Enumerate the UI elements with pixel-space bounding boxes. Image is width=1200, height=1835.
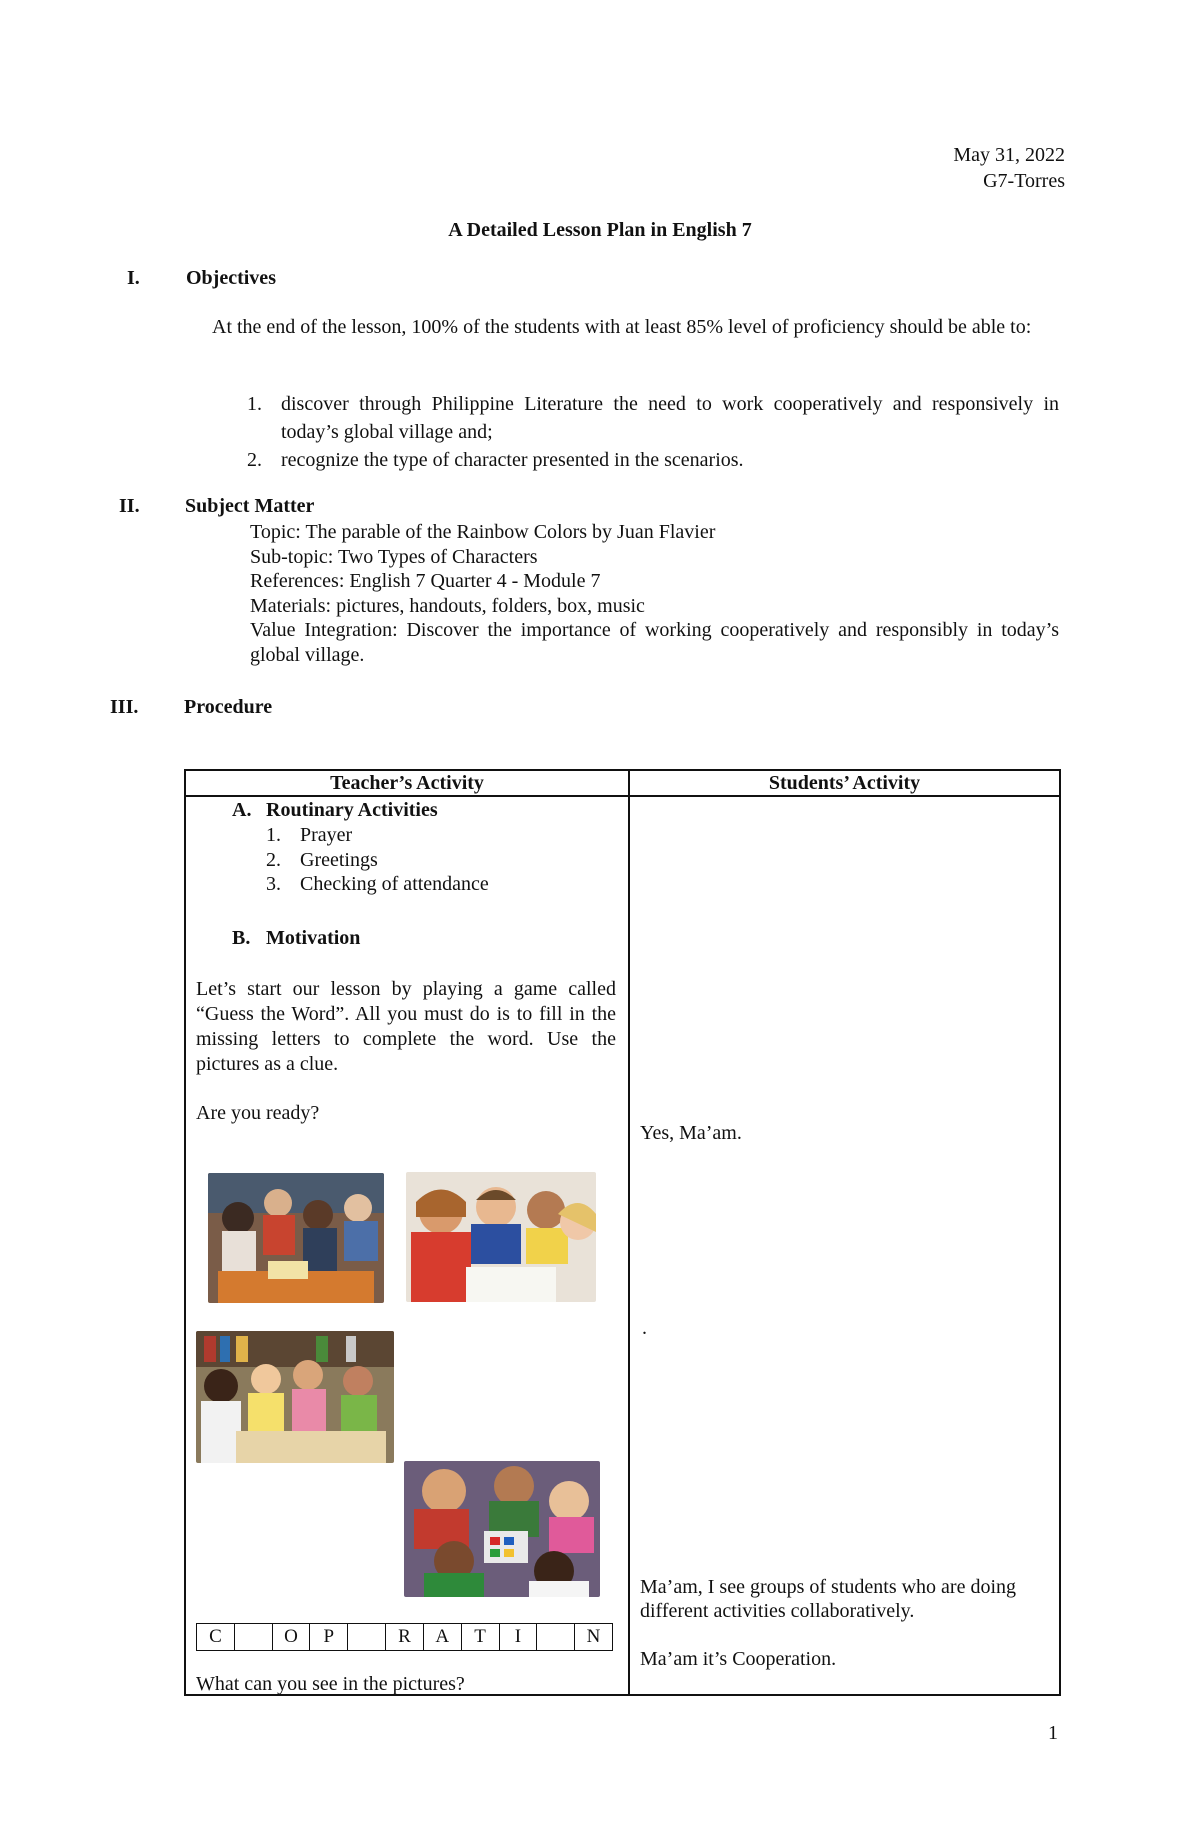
subject-topic: Topic: The parable of the Rainbow Colors by Juan Flavier: [250, 521, 716, 543]
letter-box: I: [500, 1624, 538, 1650]
letter-box: C: [197, 1624, 235, 1650]
subject-matter-numeral: II.: [119, 495, 140, 517]
subject-materials: Materials: pictures, handouts, folders, box, music: [250, 594, 645, 617]
routine-number: 2.: [266, 848, 281, 871]
teacher-activity-header: Teacher’s Activity: [185, 770, 629, 796]
letter-box: [235, 1624, 273, 1650]
objective-number: 2.: [247, 449, 262, 471]
photo-students-group-1: [208, 1173, 384, 1303]
letter-box: [348, 1624, 386, 1650]
routine-item: [266, 872, 489, 897]
routine-number: 1.: [266, 824, 281, 846]
objectives-intro: At the end of the lesson, 100% of the students with at least 85% level of proficiency should be able to:: [212, 316, 1032, 338]
routinary-letter: A.: [232, 799, 252, 821]
motivation-instructions: Let’s start our lesson by playing a game called “Guess the Word”. All you must do is to fill in the missing letters to complete the word. Use the pictures as a clue.: [196, 978, 616, 1075]
subject-value-integration: Value Integration: Discover the importance of working cooperatively and responsibly in today’s global village.: [250, 619, 1059, 666]
letter-box: R: [386, 1624, 424, 1650]
routine-text: Checking of attendance: [300, 873, 489, 895]
letter-box: N: [586, 1626, 601, 1647]
routinary-heading: Routinary Activities: [266, 799, 438, 821]
objectives-heading: Objectives: [186, 267, 276, 289]
motivation-heading: Motivation: [266, 927, 361, 949]
class-section: G7-Torres: [983, 170, 1065, 192]
procedure-heading: Procedure: [184, 696, 273, 718]
routine-number: 3.: [266, 873, 281, 895]
subject-subtopic: Sub-topic: Two Types of Characters: [250, 545, 538, 568]
objective-number: 1.: [247, 393, 262, 415]
photo-students-group-4: [404, 1461, 600, 1597]
routine-item: [266, 823, 489, 848]
letter-box: T: [462, 1624, 500, 1650]
subject-references: References: English 7 Quarter 4 - Module 7: [250, 570, 601, 592]
student-reply-answer: Ma’am it’s Cooperation.: [640, 1648, 837, 1670]
objective-item: [247, 390, 1059, 474]
subject-matter-heading: Subject Matter: [185, 495, 315, 517]
students-activity-cell: [629, 796, 1060, 1695]
routine-text: Prayer: [300, 824, 353, 846]
document-date: May 31, 2022: [953, 144, 1065, 166]
letter-box: O: [273, 1624, 311, 1650]
pictures-question: What can you see in the pictures?: [196, 1673, 465, 1695]
objective-text: recognize the type of character presented in the scenarios.: [281, 449, 744, 471]
ready-question: Are you ready?: [196, 1102, 320, 1124]
letter-box: [537, 1624, 575, 1650]
photo-students-group-2: [406, 1172, 596, 1302]
objectives-numeral: I.: [127, 267, 140, 289]
routine-text: Greetings: [300, 848, 378, 871]
students-activity-header: Students’ Activity: [629, 770, 1060, 796]
student-reply-ready: Yes, Ma’am.: [640, 1122, 742, 1144]
teacher-activity-cell: [185, 796, 629, 1695]
guess-the-word-boxes: [196, 1623, 613, 1651]
activity-table: [184, 769, 1061, 1696]
letter-box: P: [310, 1624, 348, 1650]
page-number: 1: [1048, 1722, 1058, 1744]
student-reply-dot: .: [642, 1317, 647, 1339]
objective-text: discover through Philippine Literature the need to work cooperatively and responsively in today’s global village and;: [281, 393, 1059, 443]
student-reply-pictures: Ma’am, I see groups of students who are doing different activities collaboratively.: [640, 1576, 1017, 1622]
motivation-letter: B.: [232, 927, 251, 949]
document-title: A Detailed Lesson Plan in English 7: [448, 219, 752, 241]
procedure-numeral: III.: [110, 696, 139, 718]
letter-box: A: [424, 1624, 462, 1650]
photo-students-group-3: [196, 1331, 394, 1463]
routine-item: [266, 848, 489, 873]
